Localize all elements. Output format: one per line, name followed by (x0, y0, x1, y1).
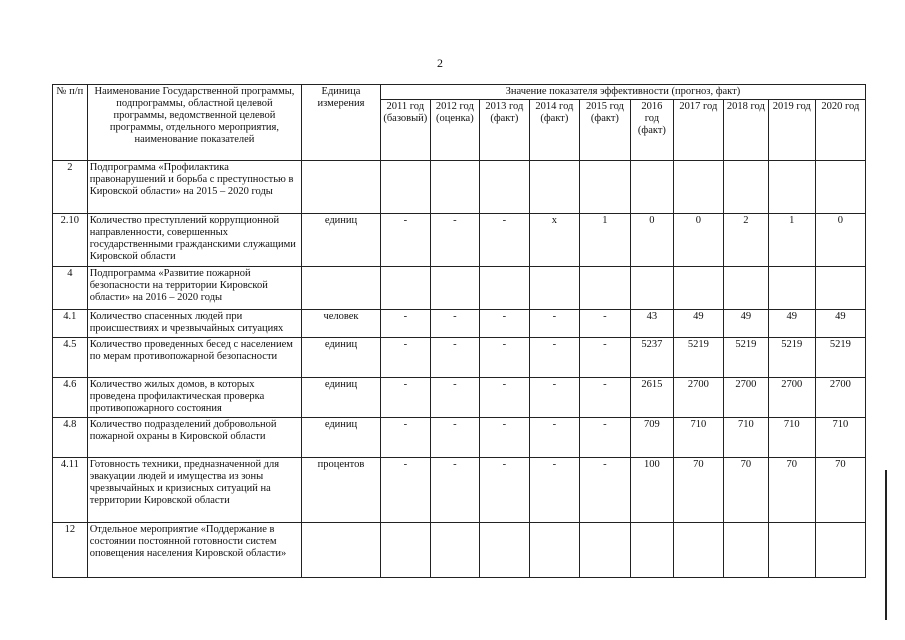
table-row (53, 161, 866, 214)
row-value (630, 523, 673, 578)
row-unit: единиц (302, 418, 381, 458)
row-name: Количество спасенных людей при происшествиях и чрезвычайных ситуациях (87, 310, 301, 338)
row-value: - (529, 458, 579, 523)
row-unit (302, 267, 381, 310)
row-value: 70 (768, 458, 815, 523)
row-name: Количество преступлений коррупционной направленности, совершенных государственными гражданскими служащими Кировской области (87, 214, 301, 267)
header-name: Наименование Государственной программы, подпрограммы, областной целевой программы, ведомственной целевой программы, отдельного мероприятия, наименование показателей (87, 85, 301, 161)
row-value (529, 523, 579, 578)
row-value (673, 161, 723, 214)
row-name: Отдельное мероприятие «Поддержание в состоянии постоянной готовности систем оповещения населения Кировской области» (87, 523, 301, 578)
header-year: 2018 год (723, 100, 768, 161)
row-value (579, 161, 630, 214)
header-year: 2020 год (815, 100, 865, 161)
row-value: 710 (673, 418, 723, 458)
header-year: 2013 год (факт) (479, 100, 529, 161)
row-value: 1 (768, 214, 815, 267)
row-value: 49 (673, 310, 723, 338)
row-value: 710 (815, 418, 865, 458)
row-value: 5219 (723, 338, 768, 378)
row-value: - (430, 310, 479, 338)
row-value (723, 267, 768, 310)
row-value: - (479, 338, 529, 378)
row-value: - (529, 418, 579, 458)
efficiency-indicators-table (52, 84, 866, 578)
row-value: - (430, 458, 479, 523)
header-num: № п/п (53, 85, 88, 161)
row-unit: процентов (302, 458, 381, 523)
row-value: 2615 (630, 378, 673, 418)
row-value: 1 (579, 214, 630, 267)
row-value (768, 161, 815, 214)
row-unit: единиц (302, 338, 381, 378)
row-value: 5237 (630, 338, 673, 378)
row-value (768, 523, 815, 578)
row-value (723, 523, 768, 578)
header-year: 2011 год (базовый) (380, 100, 430, 161)
header-year: 2016 год (факт) (630, 100, 673, 161)
row-value: - (479, 214, 529, 267)
row-value (579, 267, 630, 310)
table-row (53, 310, 866, 338)
row-num: 4.8 (53, 418, 88, 458)
row-unit (302, 161, 381, 214)
row-value: - (579, 418, 630, 458)
row-name: Подпрограмма «Профилактика правонарушений и борьба с преступностью в Кировской области» на 2015 – 2020 годы (87, 161, 301, 214)
table-row (53, 214, 866, 267)
row-value: 70 (723, 458, 768, 523)
row-value: х (529, 214, 579, 267)
row-value: - (579, 310, 630, 338)
row-unit: человек (302, 310, 381, 338)
table-row (53, 338, 866, 378)
row-value: - (430, 214, 479, 267)
row-value: 0 (673, 214, 723, 267)
row-value (529, 161, 579, 214)
row-value (723, 161, 768, 214)
row-value: - (430, 378, 479, 418)
header-year: 2017 год (673, 100, 723, 161)
header-year: 2019 год (768, 100, 815, 161)
row-value: - (380, 418, 430, 458)
row-value: 49 (815, 310, 865, 338)
row-value: 709 (630, 418, 673, 458)
row-value: - (380, 338, 430, 378)
row-value: 2 (723, 214, 768, 267)
row-value (768, 267, 815, 310)
row-value (430, 161, 479, 214)
row-value: - (579, 378, 630, 418)
row-value (430, 523, 479, 578)
row-value (479, 161, 529, 214)
row-value: - (430, 418, 479, 458)
row-value: - (479, 418, 529, 458)
row-num: 4.5 (53, 338, 88, 378)
row-value: - (479, 378, 529, 418)
row-value: - (529, 378, 579, 418)
row-value: 0 (630, 214, 673, 267)
row-value: 710 (768, 418, 815, 458)
row-num: 4 (53, 267, 88, 310)
margin-scan-line (885, 470, 887, 620)
row-value: - (380, 458, 430, 523)
row-value: 0 (815, 214, 865, 267)
row-value (479, 523, 529, 578)
header-year: 2012 год (оценка) (430, 100, 479, 161)
row-unit: единиц (302, 214, 381, 267)
row-value: - (579, 458, 630, 523)
row-value (815, 161, 865, 214)
row-value: 5219 (673, 338, 723, 378)
row-value (630, 161, 673, 214)
table-row (53, 523, 866, 578)
row-value (579, 523, 630, 578)
row-value: 2700 (723, 378, 768, 418)
row-value: 710 (723, 418, 768, 458)
row-num: 2 (53, 161, 88, 214)
row-name: Количество проведенных бесед с населением по мерам противопожарной безопасности (87, 338, 301, 378)
row-value (815, 523, 865, 578)
row-value: 70 (815, 458, 865, 523)
row-value: - (380, 214, 430, 267)
row-value: 2700 (673, 378, 723, 418)
row-value (815, 267, 865, 310)
header-unit: Единица измерения (302, 85, 381, 161)
row-value (529, 267, 579, 310)
row-value: 70 (673, 458, 723, 523)
row-value: 49 (723, 310, 768, 338)
row-value: 49 (768, 310, 815, 338)
row-value (380, 161, 430, 214)
row-name: Подпрограмма «Развитие пожарной безопасности на территории Кировской области» на 2016 – 2020 годы (87, 267, 301, 310)
header-year: 2015 год (факт) (579, 100, 630, 161)
row-value: - (380, 310, 430, 338)
row-value: 5219 (768, 338, 815, 378)
row-num: 4.11 (53, 458, 88, 523)
row-value (380, 267, 430, 310)
row-value: 100 (630, 458, 673, 523)
row-value: 2700 (768, 378, 815, 418)
page-number: 2 (437, 56, 443, 70)
table-row (53, 458, 866, 523)
row-value: - (529, 310, 579, 338)
table-row (53, 378, 866, 418)
row-value: 43 (630, 310, 673, 338)
row-value: - (479, 458, 529, 523)
row-num: 2.10 (53, 214, 88, 267)
row-value: 5219 (815, 338, 865, 378)
row-name: Количество жилых домов, в которых проведена профилактическая проверка противопожарного состояния (87, 378, 301, 418)
row-num: 4.6 (53, 378, 88, 418)
row-value: - (529, 338, 579, 378)
row-value: - (430, 338, 479, 378)
row-value: - (579, 338, 630, 378)
header-values-title: Значение показателя эффективности (прогноз, факт) (380, 85, 865, 100)
row-value (380, 523, 430, 578)
row-value (673, 267, 723, 310)
table-row (53, 267, 866, 310)
row-num: 12 (53, 523, 88, 578)
row-value: - (380, 378, 430, 418)
row-unit: единиц (302, 378, 381, 418)
row-value: - (479, 310, 529, 338)
table-row (53, 418, 866, 458)
row-name: Количество подразделений добровольной пожарной охраны в Кировской области (87, 418, 301, 458)
row-unit (302, 523, 381, 578)
row-name: Готовность техники, предназначенной для эвакуации людей и имущества из зоны чрезвычайных и кризисных ситуаций на территории Кировской области (87, 458, 301, 523)
row-value (479, 267, 529, 310)
row-value (673, 523, 723, 578)
row-num: 4.1 (53, 310, 88, 338)
row-value (430, 267, 479, 310)
row-value (630, 267, 673, 310)
header-year: 2014 год (факт) (529, 100, 579, 161)
row-value: 2700 (815, 378, 865, 418)
